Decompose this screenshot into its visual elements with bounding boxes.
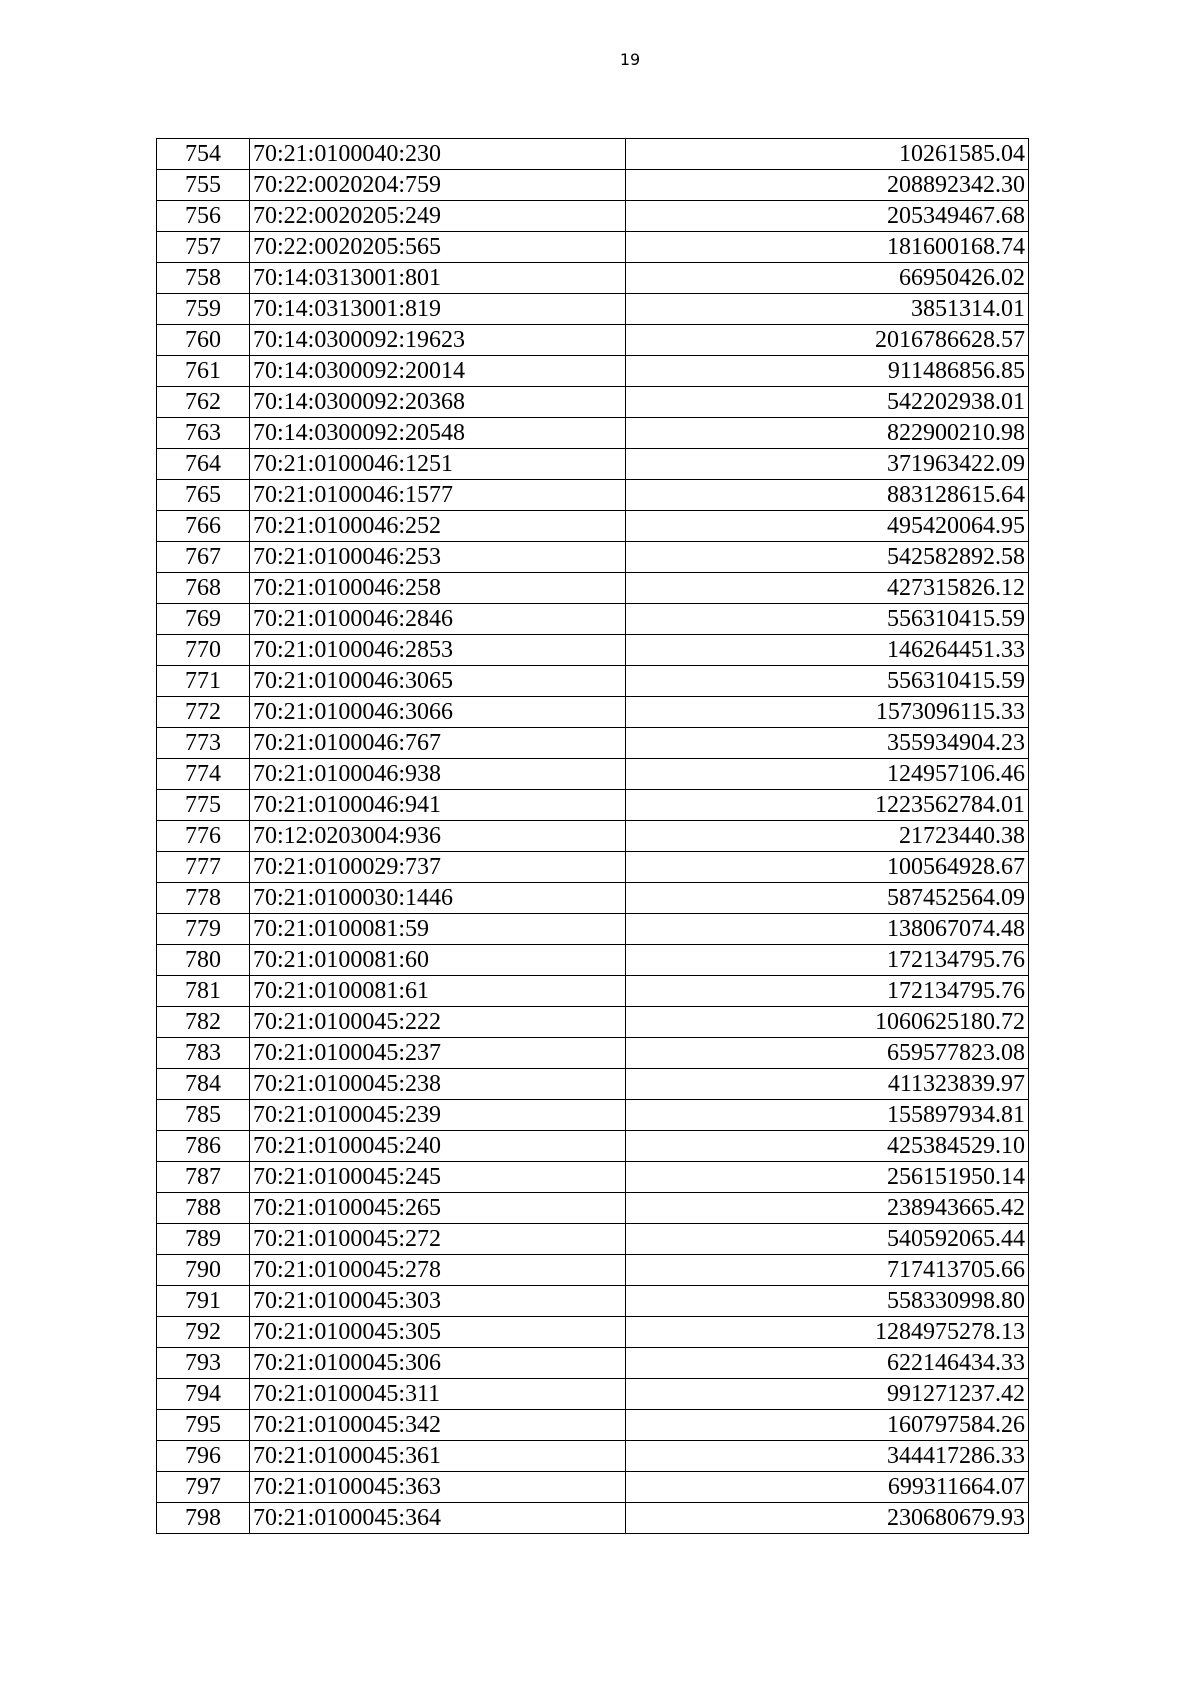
cadastral-value-cell: 542202938.01 [626, 387, 1029, 418]
row-number-cell: 762 [157, 387, 250, 418]
row-number-cell: 787 [157, 1162, 250, 1193]
cadastral-number-cell: 70:21:0100045:305 [250, 1317, 626, 1348]
cadastral-number-cell: 70:21:0100046:1577 [250, 480, 626, 511]
cadastral-value-cell: 205349467.68 [626, 201, 1029, 232]
table-row [157, 387, 1029, 418]
row-number-cell: 790 [157, 1255, 250, 1286]
cadastral-number-cell: 70:21:0100046:3066 [250, 697, 626, 728]
cadastral-value-cell: 911486856.85 [626, 356, 1029, 387]
table-row [157, 666, 1029, 697]
table-row [157, 1131, 1029, 1162]
cadastral-value-cell: 427315826.12 [626, 573, 1029, 604]
cadastral-value-cell: 10261585.04 [626, 139, 1029, 170]
table-body [157, 139, 1029, 1534]
table-row [157, 1100, 1029, 1131]
row-number-cell: 775 [157, 790, 250, 821]
row-number-cell: 776 [157, 821, 250, 852]
row-number-cell: 774 [157, 759, 250, 790]
table-row [157, 263, 1029, 294]
row-number-cell: 772 [157, 697, 250, 728]
row-number-cell: 788 [157, 1193, 250, 1224]
cadastral-number-cell: 70:21:0100029:737 [250, 852, 626, 883]
cadastral-value-cell: 542582892.58 [626, 542, 1029, 573]
cadastral-value-cell: 124957106.46 [626, 759, 1029, 790]
row-number-cell: 781 [157, 976, 250, 1007]
table-row [157, 139, 1029, 170]
table-row [157, 1379, 1029, 1410]
row-number-cell: 789 [157, 1224, 250, 1255]
table-row [157, 170, 1029, 201]
row-number-cell: 782 [157, 1007, 250, 1038]
cadastral-number-cell: 70:14:0300092:20014 [250, 356, 626, 387]
cadastral-number-cell: 70:14:0313001:819 [250, 294, 626, 325]
cadastral-number-cell: 70:21:0100046:938 [250, 759, 626, 790]
row-number-cell: 758 [157, 263, 250, 294]
cadastral-value-cell: 230680679.93 [626, 1503, 1029, 1534]
cadastral-value-cell: 558330998.80 [626, 1286, 1029, 1317]
table-row [157, 821, 1029, 852]
cadastral-number-cell: 70:12:0203004:936 [250, 821, 626, 852]
table-row [157, 1193, 1029, 1224]
table-row [157, 1038, 1029, 1069]
table-row [157, 418, 1029, 449]
cadastral-value-cell: 172134795.76 [626, 945, 1029, 976]
cadastral-number-cell: 70:21:0100045:311 [250, 1379, 626, 1410]
table-row [157, 759, 1029, 790]
table-row [157, 511, 1029, 542]
row-number-cell: 769 [157, 604, 250, 635]
cadastral-number-cell: 70:22:0020204:759 [250, 170, 626, 201]
cadastral-number-cell: 70:21:0100045:237 [250, 1038, 626, 1069]
cadastral-value-cell: 699311664.07 [626, 1472, 1029, 1503]
row-number-cell: 759 [157, 294, 250, 325]
row-number-cell: 778 [157, 883, 250, 914]
cadastral-value-cell: 238943665.42 [626, 1193, 1029, 1224]
cadastral-value-cell: 3851314.01 [626, 294, 1029, 325]
cadastral-value-cell: 66950426.02 [626, 263, 1029, 294]
cadastral-value-cell: 256151950.14 [626, 1162, 1029, 1193]
table-row [157, 1410, 1029, 1441]
row-number-cell: 768 [157, 573, 250, 604]
cadastral-number-cell: 70:21:0100045:361 [250, 1441, 626, 1472]
table-row [157, 573, 1029, 604]
table-row [157, 945, 1029, 976]
cadastral-value-cell: 1573096115.33 [626, 697, 1029, 728]
cadastral-number-cell: 70:14:0300092:19623 [250, 325, 626, 356]
cadastral-value-cell: 1284975278.13 [626, 1317, 1029, 1348]
cadastral-number-cell: 70:21:0100045:278 [250, 1255, 626, 1286]
cadastral-number-cell: 70:21:0100046:3065 [250, 666, 626, 697]
row-number-cell: 796 [157, 1441, 250, 1472]
cadastral-value-cell: 495420064.95 [626, 511, 1029, 542]
cadastral-value-cell: 622146434.33 [626, 1348, 1029, 1379]
cadastral-number-cell: 70:21:0100045:303 [250, 1286, 626, 1317]
cadastral-value-cell: 208892342.30 [626, 170, 1029, 201]
table-row [157, 201, 1029, 232]
row-number-cell: 754 [157, 139, 250, 170]
row-number-cell: 795 [157, 1410, 250, 1441]
cadastral-number-cell: 70:21:0100045:272 [250, 1224, 626, 1255]
cadastral-number-cell: 70:21:0100046:941 [250, 790, 626, 821]
cadastral-number-cell: 70:21:0100046:258 [250, 573, 626, 604]
row-number-cell: 777 [157, 852, 250, 883]
row-number-cell: 761 [157, 356, 250, 387]
cadastral-value-cell: 138067074.48 [626, 914, 1029, 945]
table-row [157, 1007, 1029, 1038]
table-row [157, 1503, 1029, 1534]
row-number-cell: 765 [157, 480, 250, 511]
cadastral-number-cell: 70:21:0100045:364 [250, 1503, 626, 1534]
table-row [157, 976, 1029, 1007]
cadastral-number-cell: 70:21:0100045:222 [250, 1007, 626, 1038]
table-row [157, 1224, 1029, 1255]
table-row [157, 449, 1029, 480]
cadastral-value-cell: 540592065.44 [626, 1224, 1029, 1255]
cadastral-value-cell: 659577823.08 [626, 1038, 1029, 1069]
cadastral-value-cell: 556310415.59 [626, 604, 1029, 635]
cadastral-number-cell: 70:14:0300092:20368 [250, 387, 626, 418]
table-row [157, 728, 1029, 759]
row-number-cell: 779 [157, 914, 250, 945]
table-row [157, 883, 1029, 914]
row-number-cell: 785 [157, 1100, 250, 1131]
cadastral-number-cell: 70:22:0020205:565 [250, 232, 626, 263]
cadastral-number-cell: 70:21:0100030:1446 [250, 883, 626, 914]
table-row [157, 356, 1029, 387]
row-number-cell: 791 [157, 1286, 250, 1317]
cadastral-value-cell: 1060625180.72 [626, 1007, 1029, 1038]
cadastral-value-cell: 556310415.59 [626, 666, 1029, 697]
table-row [157, 1348, 1029, 1379]
cadastral-value-cell: 991271237.42 [626, 1379, 1029, 1410]
cadastral-number-cell: 70:21:0100046:2846 [250, 604, 626, 635]
row-number-cell: 783 [157, 1038, 250, 1069]
cadastral-number-cell: 70:21:0100045:306 [250, 1348, 626, 1379]
cadastral-value-cell: 411323839.97 [626, 1069, 1029, 1100]
row-number-cell: 794 [157, 1379, 250, 1410]
cadastral-value-cell: 181600168.74 [626, 232, 1029, 263]
cadastral-number-cell: 70:21:0100046:767 [250, 728, 626, 759]
cadastral-value-table [156, 138, 1029, 1534]
table-row [157, 294, 1029, 325]
table-row [157, 1069, 1029, 1100]
table-row [157, 852, 1029, 883]
cadastral-number-cell: 70:21:0100081:61 [250, 976, 626, 1007]
cadastral-value-cell: 21723440.38 [626, 821, 1029, 852]
row-number-cell: 780 [157, 945, 250, 976]
table-row [157, 325, 1029, 356]
row-number-cell: 786 [157, 1131, 250, 1162]
table-row [157, 604, 1029, 635]
row-number-cell: 793 [157, 1348, 250, 1379]
row-number-cell: 755 [157, 170, 250, 201]
table-row [157, 232, 1029, 263]
cadastral-number-cell: 70:21:0100081:60 [250, 945, 626, 976]
cadastral-number-cell: 70:14:0313001:801 [250, 263, 626, 294]
cadastral-number-cell: 70:21:0100045:265 [250, 1193, 626, 1224]
cadastral-number-cell: 70:21:0100046:253 [250, 542, 626, 573]
table-row [157, 697, 1029, 728]
cadastral-value-cell: 100564928.67 [626, 852, 1029, 883]
table-row [157, 480, 1029, 511]
cadastral-number-cell: 70:21:0100045:240 [250, 1131, 626, 1162]
cadastral-number-cell: 70:21:0100045:239 [250, 1100, 626, 1131]
cadastral-number-cell: 70:21:0100046:2853 [250, 635, 626, 666]
row-number-cell: 763 [157, 418, 250, 449]
table-row [157, 1255, 1029, 1286]
table-row [157, 635, 1029, 666]
cadastral-number-cell: 70:21:0100040:230 [250, 139, 626, 170]
cadastral-value-cell: 822900210.98 [626, 418, 1029, 449]
row-number-cell: 767 [157, 542, 250, 573]
cadastral-number-cell: 70:21:0100045:238 [250, 1069, 626, 1100]
cadastral-number-cell: 70:21:0100081:59 [250, 914, 626, 945]
cadastral-value-cell: 355934904.23 [626, 728, 1029, 759]
cadastral-value-cell: 2016786628.57 [626, 325, 1029, 356]
cadastral-value-cell: 344417286.33 [626, 1441, 1029, 1472]
cadastral-number-cell: 70:22:0020205:249 [250, 201, 626, 232]
row-number-cell: 792 [157, 1317, 250, 1348]
cadastral-value-cell: 717413705.66 [626, 1255, 1029, 1286]
row-number-cell: 798 [157, 1503, 250, 1534]
cadastral-number-cell: 70:14:0300092:20548 [250, 418, 626, 449]
cadastral-number-cell: 70:21:0100045:342 [250, 1410, 626, 1441]
cadastral-value-cell: 155897934.81 [626, 1100, 1029, 1131]
cadastral-number-cell: 70:21:0100046:252 [250, 511, 626, 542]
row-number-cell: 784 [157, 1069, 250, 1100]
cadastral-value-cell: 587452564.09 [626, 883, 1029, 914]
cadastral-value-cell: 146264451.33 [626, 635, 1029, 666]
row-number-cell: 771 [157, 666, 250, 697]
cadastral-value-cell: 160797584.26 [626, 1410, 1029, 1441]
table-row [157, 1441, 1029, 1472]
table-row [157, 542, 1029, 573]
cadastral-number-cell: 70:21:0100045:363 [250, 1472, 626, 1503]
cadastral-value-cell: 883128615.64 [626, 480, 1029, 511]
cadastral-number-cell: 70:21:0100046:1251 [250, 449, 626, 480]
row-number-cell: 757 [157, 232, 250, 263]
cadastral-value-cell: 172134795.76 [626, 976, 1029, 1007]
row-number-cell: 773 [157, 728, 250, 759]
table-row [157, 1317, 1029, 1348]
row-number-cell: 766 [157, 511, 250, 542]
table-row [157, 1472, 1029, 1503]
row-number-cell: 756 [157, 201, 250, 232]
table-row [157, 1286, 1029, 1317]
row-number-cell: 764 [157, 449, 250, 480]
cadastral-value-cell: 1223562784.01 [626, 790, 1029, 821]
row-number-cell: 770 [157, 635, 250, 666]
row-number-cell: 760 [157, 325, 250, 356]
table-row [157, 1162, 1029, 1193]
cadastral-value-cell: 425384529.10 [626, 1131, 1029, 1162]
page-number: 19 [619, 50, 641, 69]
cadastral-number-cell: 70:21:0100045:245 [250, 1162, 626, 1193]
cadastral-value-cell: 371963422.09 [626, 449, 1029, 480]
table-row [157, 790, 1029, 821]
row-number-cell: 797 [157, 1472, 250, 1503]
table-row [157, 914, 1029, 945]
